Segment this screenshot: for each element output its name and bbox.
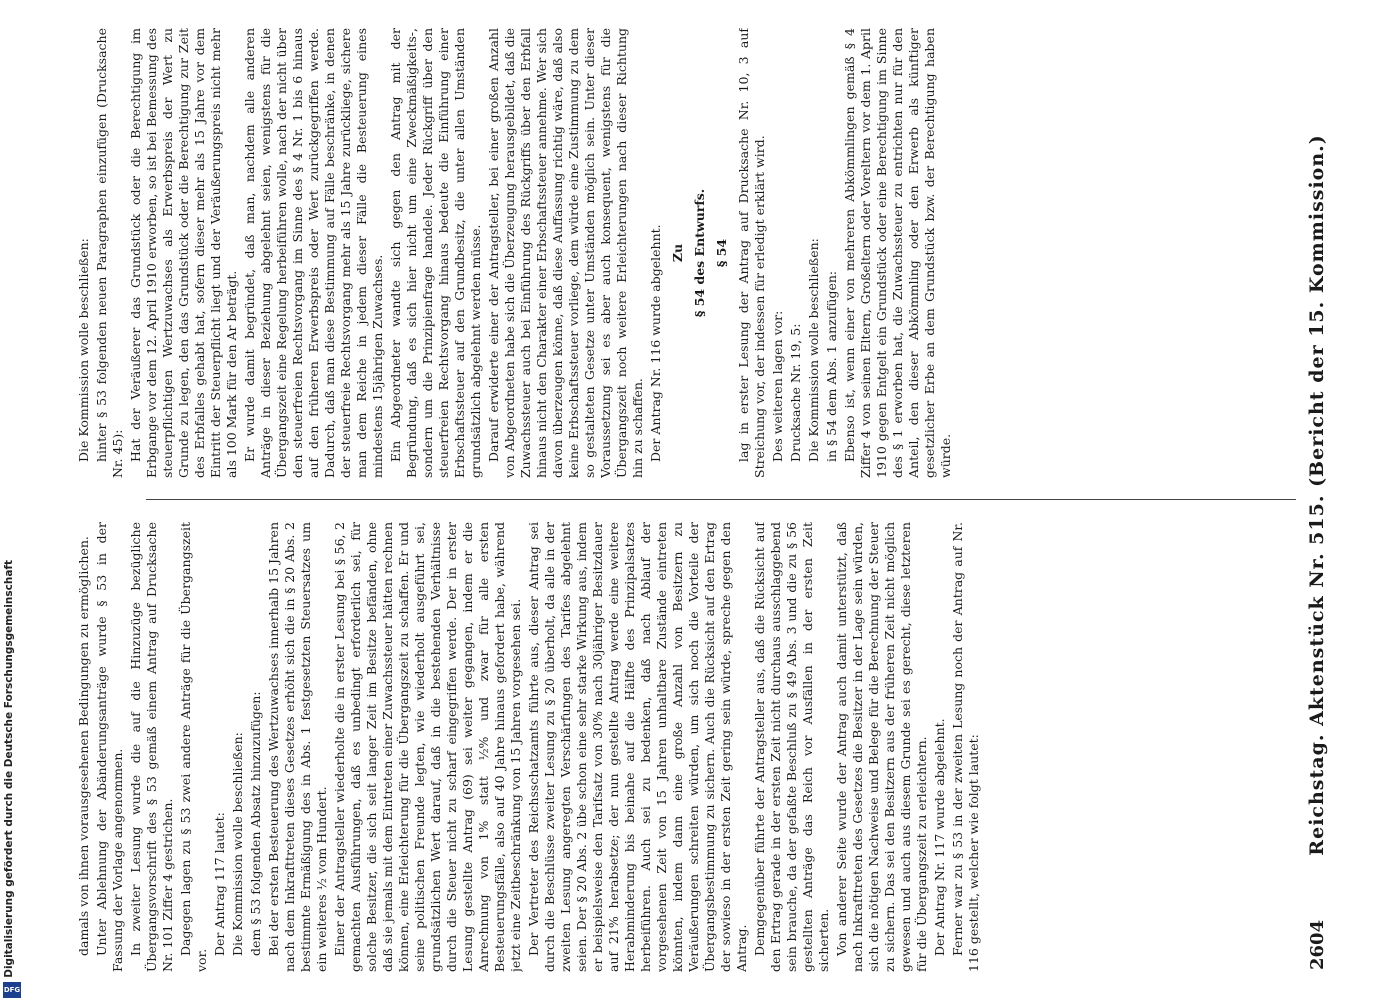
paragraph: dem § 53 folgenden Absatz hinzuzufügen: — [248, 691, 263, 956]
paragraph: In zweiter Lesung wurde die auf die Hinzuzüge bezügliche Übergangsvorschrift des § 53 gemäß einem Antrag auf Drucksache Nr. 101 Ziffer 4 gestrichen. — [128, 522, 175, 972]
paragraph: hinter § 53 folgenden neuen Paragraphen einzufügen (Drucksache Nr. 45): — [94, 28, 125, 478]
paragraph: Die Kommission wolle beschließen: — [76, 238, 91, 462]
paragraph: Der Antrag Nr. 117 wurde abgelehnt. — [932, 718, 947, 956]
paragraph: Er wurde damit begründet, daß man, nachdem alle anderen Anträge in dieser Beziehung abgelehnt seien, wenigstens für die Übergangszeit eine Regelung herbeiführen wolle, nach der nicht über den steuerfreien Rechtsvorgang im Sinne des § 4 Nr. 1 bis 6 hinaus auf den früheren Erwerbspreis oder Wert zurückgegriffen werde. Dadurch, daß man diese Bestimmung auf Fälle beschränke, in denen der steuerfreie Rechtsvorgang mehr als 15 Jahre zurückliege, sichere man dem Reiche in jedem dieser Fälle die Besteuerung eines mindestens 15jährigen Zuwachses. — [242, 28, 385, 478]
page-header — [1300, 30, 1334, 970]
paragraph: lag in erster Lesung der Antrag auf Drucksache Nr. 10, 3 auf Streichung vor, der indessen für erledigt erklärt wird. — [736, 28, 767, 478]
paragraph: Die Kommission wolle beschließen: — [230, 732, 245, 956]
paragraph: Einer der Antragsteller wiederholte die in erster Lesung bei § 56, 2 gemachten Ausführungen, daß es unbedingt erforderlich sei, für solche Besitzer, die sich seit langer Zeit im Besitze befänden, ohne daß sie jemals mit dem Eintreten einer Zuwachssteuer hätten rechnen können, eine Erleichterung für die Übergangszeit zu schaffen. Er und seine politischen Freunde legten, wie wiederholt ausgeführt sei, grundsätzlichen Wert darauf, daß in die bestehenden Verhältnisse durch die Steuer nicht zu scharf eingegriffen werde. Der in erster Lesung gestellte Antrag (69) sei weiter gegangen, indem er die Anrechnung von 1% statt ½% und zwar für alle ersten Besteuerungsfälle, also auf 40 Jahre hinaus gefordert habe, während jetzt eine Zeitbeschränkung von 15 Jahren vorgesehen sei. — [332, 522, 523, 972]
paragraph: Der Antrag 117 lautet: — [212, 812, 227, 956]
paragraph: Die Kommission wolle beschließen: — [806, 238, 821, 462]
paragraph: Dagegen lagen zu § 53 zwei andere Anträge für die Übergangszeit vor. — [178, 522, 209, 972]
paragraph: Zu — [670, 243, 685, 263]
paragraph: Drucksache Nr. 19, 5: — [788, 323, 803, 462]
left-column — [76, 522, 1291, 972]
paragraph: Demgegenüber führte der Antragsteller aus, daß die Rücksicht auf den Ertrag gerade in der ersten Zeit nicht durchaus ausschlaggebend sein brauche, da der gefaßte Beschluß zu § 49 Abs. 3 und die zu § 56 gestellten Anträge das Reich vor Ausfällen in der ersten Zeit sicherten. — [752, 522, 831, 972]
paragraph: § 54 — [714, 238, 729, 268]
paragraph: Ein Abgeordneter wandte sich gegen den Antrag mit der Begründung, daß es sich hier nicht um eine Zweckmäßigkeits-, sondern um die Prinzipienfrage handele. Jeder Rückgriff über den steuerfreien Rechtsvorgang hinaus bedeute die Einführung einer Erbschaftssteuer auf den Grundbesitz, die unter allen Umständen grundsätzlich abgelehnt werden müsse. — [388, 28, 483, 478]
paragraph: § 54 des Entwurfs. — [692, 188, 707, 318]
paragraph: Ebenso ist, wenn einer von mehreren Abkömmlingen gemäß § 4 Ziffer 4 von seinen Eltern, Großeltern oder Voreltern vor dem 1. April 1910 gegen Entgelt ein Grundstück oder eine Berechtigung im Sinne des § 1 erworben hat, die Zuwachssteuer zu entrichten nur für den Anteil, den dieser Abkömmling oder den Erwerb als künftiger gesetzlicher Erbe an dem Grundstück bzw. der Berechtigung haben würde. — [842, 28, 953, 478]
dfg-logo: DFG — [3, 982, 21, 998]
right-column — [76, 28, 1291, 478]
paragraph: Darauf erwiderte einer der Antragsteller, bei einer großen Anzahl von Abgeordneten habe sich die Überzeugung herausgebildet, daß die Zuwachssteuer auch bei Einführung des Rückgriffs über den Erbfall hinaus nicht den Charakter einer Erbschaftssteuer annehme. Wer sich davon überzeugen könne, daß diese Auffassung richtig wäre, daß also keine Erbschaftssteuer vorliege, dem würde eine Zustimmung zu dem so gestalteten Gesetze unter Umständen möglich sein. Unter dieser Voraussetzung sei es aber auch konsequent, wenigstens für die Übergangszeit noch weitere Erleichterungen nach dieser Richtung hin zu schaffen. — [486, 28, 645, 478]
paragraph: Der Antrag Nr. 116 wurde abgelehnt. — [648, 224, 663, 462]
paragraph: Ferner war zu § 53 in der zweiten Lesung noch der Antrag auf Nr. 116 gestellt, welcher wie folgt lautet: — [950, 522, 981, 972]
paragraph: Unter Ablehnung der Abänderungsanträge wurde § 53 in der Fassung der Vorlage angenommen. — [94, 522, 125, 972]
paragraph: in § 54 dem Abs. 1 anzufügen: — [824, 270, 839, 462]
paragraph: Hat der Veräußerer das Grundstück oder die Berechtigung im Erbgange vor dem 12. April 1910 erworben, so ist bei Bemessung des steuerpflichtigen Wertzuwachses als Erwerbspreis der Wert zu Grunde zu legen, den das Grundstück oder die Berechtigung zur Zeit des Erbfalles gehabt hat, sofern dieser mehr als 15 Jahre vor dem Eintritt der Steuerpflicht liegt und der Veräußerungspreis nicht mehr als 100 Mark für den Ar beträgt. — [128, 28, 239, 478]
paragraph: damals von ihnen vorausgesehenen Bedingungen zu ermöglichen. — [76, 536, 91, 956]
paragraph: Von anderer Seite wurde der Antrag auch damit unterstützt, daß nach Inkrafttreten des Gesetzes die Besitzer in der Lage sein würden, sich die nötigen Nachweise und Belege für die Berechnung der Steuer zu sichern. Das sei den Besitzern aus der früheren Zeit nicht möglich gewesen und auch aus diesem Grunde sei es gerecht, diese letzteren für die Übergangszeit zu erleichtern. — [834, 522, 929, 972]
column-divider — [146, 499, 1296, 500]
page-number: 2604 — [1306, 919, 1328, 970]
paragraph: Der Vertreter des Reichsschatzamts führte aus, dieser Antrag sei durch die Beschlüsse zweiter Lesung zu § 20 überholt, da alle in der zweiten Lesung angeregten Verschärfungen des Tarifes abgelehnt seien. Der § 20 Abs. 2 übe schon eine sehr starke Wirkung aus, indem er beispielsweise den Tarifsatz von 30% nach 30jähriger Besitzdauer auf 21% herabsetze; der nun gestellte Antrag werde eine weitere Herabminderung bis beinahe auf die Hälfte des Prinzipalsatzes herbeiführen. Auch sei zu bedenken, daß nach Ablauf der vorgesehenen Zeit von 15 Jahren unhaltbare Zustände eintreten könnten, indem dann eine große Anzahl von Besitzern zu Veräußerungen schreiten würden, um sich noch die Vorteile der Übergangsbestimmung zu sichern. Auch die Rücksicht auf den Ertrag der sowieso in der ersten Zeit gering sein würde, spreche gegen den Antrag. — [526, 522, 749, 972]
paragraph: Bei der ersten Besteuerung des Wertzuwachses innerhalb 15 Jahren nach dem Inkrafttreten dieses Gesetzes erhöht sich die in § 20 Abs. 2 bestimmte Ermäßigung des in Abs. 1 festgesetzten Steuersatzes um ein weiteres ½ vom Hundert. — [266, 522, 329, 972]
digitization-sidebar — [0, 0, 26, 1000]
digitization-credit: Digitalisierung gefördert durch die Deutsche Forschungsgemeinschaft — [3, 560, 15, 978]
paragraph: Des weiteren lagen vor: — [770, 310, 785, 462]
document-page — [36, 0, 1346, 1000]
running-title: Reichstag. Aktenstück Nr. 515. (Bericht der 15. Kommission.) — [1306, 134, 1328, 856]
